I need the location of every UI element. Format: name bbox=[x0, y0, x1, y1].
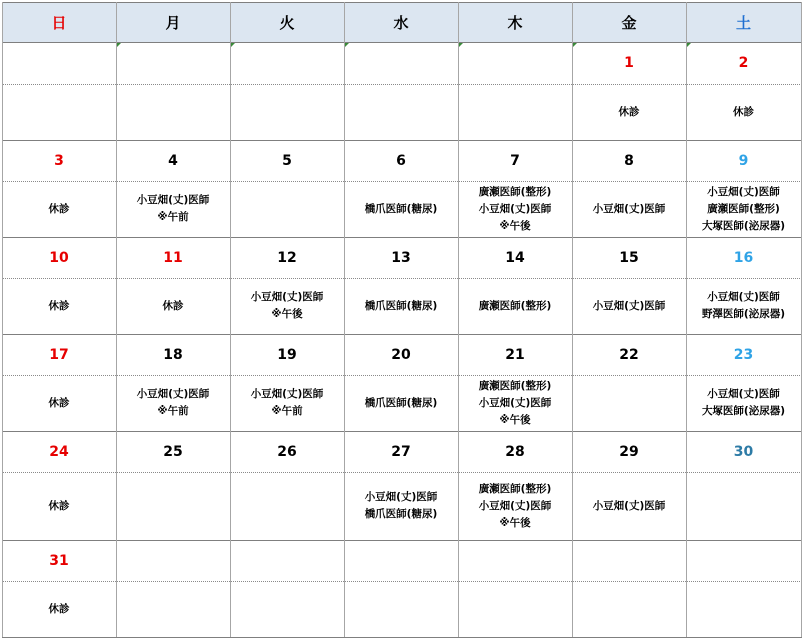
schedule-note: 小豆畑(丈)医師 野澤医師(泌尿器) bbox=[701, 291, 786, 320]
day-number bbox=[230, 42, 344, 84]
day-number: 23 bbox=[733, 346, 754, 363]
schedule-note: 小豆畑(丈)医師 橋爪医師(糖尿) bbox=[364, 491, 438, 520]
day-number bbox=[116, 42, 230, 84]
schedule-note bbox=[344, 84, 458, 140]
day-number bbox=[2, 42, 116, 84]
day-number bbox=[458, 42, 572, 84]
schedule-note: 休診 bbox=[48, 396, 70, 409]
day-number: 5 bbox=[282, 152, 292, 169]
weekday-header-cell: 火 bbox=[279, 13, 295, 32]
schedule-note bbox=[116, 472, 230, 540]
day-number bbox=[686, 540, 801, 581]
schedule-note: 小豆畑(丈)医師 bbox=[592, 299, 666, 312]
weekday-header-cell: 木 bbox=[507, 13, 523, 32]
schedule-note: 橋爪医師(糖尿) bbox=[364, 299, 438, 312]
row-divider bbox=[2, 2, 802, 3]
day-number: 4 bbox=[168, 152, 178, 169]
day-number: 28 bbox=[505, 443, 525, 460]
day-number: 14 bbox=[505, 249, 525, 266]
day-number bbox=[344, 540, 458, 581]
weekday-header-cell: 日 bbox=[51, 13, 67, 32]
schedule-note: 廣瀬医師(整形) 小豆畑(丈)医師 ※午後 bbox=[478, 482, 552, 529]
day-number: 20 bbox=[391, 346, 411, 363]
day-number: 26 bbox=[277, 443, 297, 460]
schedule-note: 休診 bbox=[162, 299, 184, 312]
day-number bbox=[116, 540, 230, 581]
day-number bbox=[458, 540, 572, 581]
schedule-note bbox=[458, 581, 572, 637]
schedule-note bbox=[230, 472, 344, 540]
schedule-note: 橋爪医師(糖尿) bbox=[364, 202, 438, 215]
schedule-note bbox=[572, 581, 686, 637]
schedule-note bbox=[230, 181, 344, 237]
schedule-note: 小豆畑(丈)医師 廣瀬医師(整形) 大塚医師(泌尿器) bbox=[701, 185, 786, 232]
schedule-note: 小豆畑(丈)医師 bbox=[592, 499, 666, 512]
day-number: 11 bbox=[163, 249, 183, 266]
day-number: 22 bbox=[619, 346, 639, 363]
day-number: 19 bbox=[277, 346, 297, 363]
day-number: 1 bbox=[624, 55, 634, 71]
day-number: 2 bbox=[738, 55, 749, 71]
schedule-note bbox=[572, 375, 686, 431]
day-number: 10 bbox=[49, 249, 69, 266]
schedule-note: 小豆畑(丈)医師 大塚医師(泌尿器) bbox=[701, 388, 786, 417]
schedule-note: 橋爪医師(糖尿) bbox=[364, 396, 438, 409]
weekday-header-cell: 水 bbox=[393, 13, 409, 32]
weekday-header-cell: 月 bbox=[165, 13, 181, 32]
schedule-note bbox=[686, 472, 801, 540]
day-number: 21 bbox=[505, 346, 525, 363]
schedule-note: 休診 bbox=[48, 202, 70, 215]
day-number: 12 bbox=[277, 249, 297, 266]
day-number: 31 bbox=[49, 552, 69, 569]
day-number: 18 bbox=[163, 346, 183, 363]
schedule-note bbox=[686, 581, 801, 637]
day-number: 16 bbox=[733, 249, 754, 266]
schedule-note bbox=[230, 84, 344, 140]
day-number: 17 bbox=[49, 346, 69, 363]
schedule-note: 小豆畑(丈)医師 ※午前 bbox=[250, 388, 324, 417]
day-number: 3 bbox=[54, 152, 64, 169]
schedule-note: 小豆畑(丈)医師 ※午後 bbox=[250, 291, 324, 320]
schedule-note: 休診 bbox=[48, 299, 70, 312]
day-number: 8 bbox=[624, 152, 634, 169]
schedule-note bbox=[458, 84, 572, 140]
day-number: 9 bbox=[738, 152, 749, 169]
day-number: 7 bbox=[510, 152, 520, 169]
day-number: 27 bbox=[391, 443, 411, 460]
schedule-note bbox=[2, 84, 116, 140]
schedule-note bbox=[116, 84, 230, 140]
schedule-note: 休診 bbox=[48, 602, 70, 615]
day-number: 13 bbox=[391, 249, 411, 266]
day-number: 30 bbox=[733, 443, 754, 460]
schedule-note: 休診 bbox=[733, 105, 754, 118]
schedule-note bbox=[116, 581, 230, 637]
weekday-header-cell: 金 bbox=[621, 13, 637, 32]
schedule-note: 小豆畑(丈)医師 ※午前 bbox=[136, 194, 210, 223]
day-number bbox=[344, 42, 458, 84]
day-number: 29 bbox=[619, 443, 639, 460]
schedule-note bbox=[344, 581, 458, 637]
schedule-note: 小豆畑(丈)医師 bbox=[592, 202, 666, 215]
day-number: 6 bbox=[396, 152, 406, 169]
day-number: 24 bbox=[49, 443, 69, 460]
schedule-note: 廣瀬医師(整形) 小豆畑(丈)医師 ※午後 bbox=[478, 379, 552, 426]
day-number: 25 bbox=[163, 443, 183, 460]
schedule-note bbox=[230, 581, 344, 637]
day-number: 15 bbox=[619, 249, 639, 266]
weekday-header-cell: 土 bbox=[735, 13, 751, 32]
row-divider bbox=[2, 637, 802, 638]
day-number bbox=[230, 540, 344, 581]
schedule-note: 小豆畑(丈)医師 ※午前 bbox=[136, 388, 210, 417]
day-number bbox=[572, 540, 686, 581]
schedule-note: 廣瀬医師(整形) bbox=[478, 299, 552, 312]
column-divider bbox=[801, 2, 802, 637]
schedule-note: 休診 bbox=[618, 105, 640, 118]
schedule-note: 休診 bbox=[48, 499, 70, 512]
schedule-note: 廣瀬医師(整形) 小豆畑(丈)医師 ※午後 bbox=[478, 185, 552, 232]
